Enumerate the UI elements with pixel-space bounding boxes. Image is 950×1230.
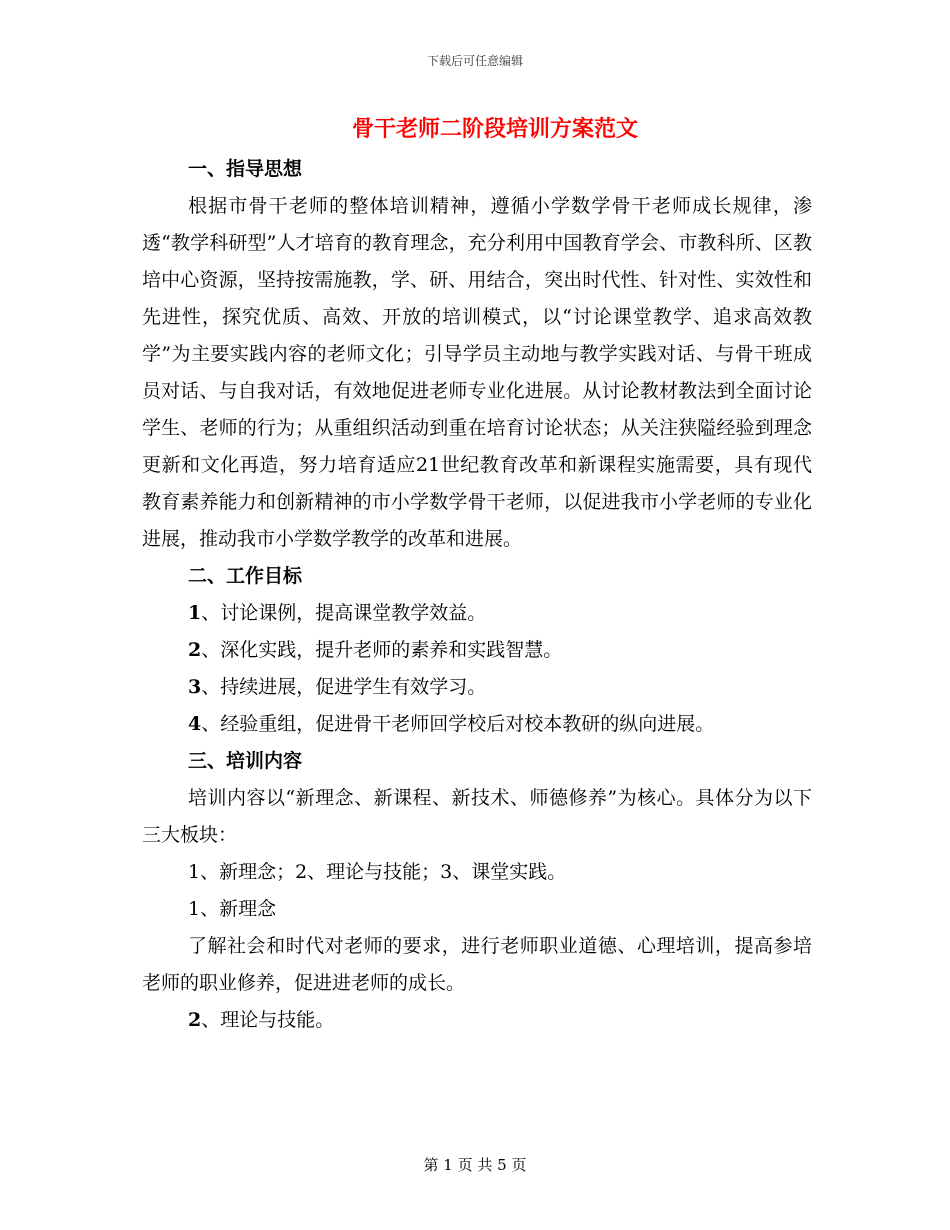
goal-item-1 (142, 595, 812, 632)
section-heading-guiding: 一、指导思想 (188, 158, 303, 180)
goal-item-number: 3 (188, 676, 202, 698)
paragraph-guiding: 根据市骨干老师的整体培训精神，遵循小学数学骨干老师成长规律，渗透“教学科研型”人才培育的教育理念，充分利用中国教育学会、市教科所、区教培中心资源，坚持按需施教，学、研、用结合，突出时代性、针对性、实效性和先进性，探究优质、高效、开放的培训模式，以“讨论课堂教学、追求高效教学”为主要实践内容的老师文化；引导学员主动地与教学实践对话、与骨干班成员对话、与自我对话，有效地促进老师专业化进展。从讨论教材教法到全面讨论学生、老师的行为；从重组织活动到重在培育讨论状态；从关注狭隘经验到理念更新和文化再造，努力培育适应21世纪教育改革和新课程实施需要，具有现代教育素养能力和创新精神的市小学数学骨干老师，以促进我市小学老师的专业化进展，推动我市小学数学教学的改革和进展。 (142, 195, 812, 550)
paragraph-new-concepts: 了解社会和时代对老师的要求，进行老师职业道德、心理培训，提高参培老师的职业修养，促进进老师的成长。 (142, 935, 812, 994)
subsection-number: 2 (188, 1009, 202, 1031)
goal-item-2 (142, 632, 812, 669)
goal-item-text: 、深化实践，提升老师的素养和实践智慧。 (201, 639, 563, 661)
goal-item-number: 2 (188, 639, 202, 661)
section-heading-goals: 二、工作目标 (188, 565, 303, 587)
goal-item-text: 、经验重组，促进骨干老师回学校后对校本教研的纵向进展。 (201, 713, 715, 735)
page-header-note: 下载后可任意编辑 (426, 54, 523, 68)
subsection-title-text: 、理论与技能。 (201, 1009, 335, 1031)
goal-item-number: 4 (188, 713, 202, 735)
goal-item-number: 1 (188, 602, 202, 624)
page-footer-number: 第 1 页 共 5 页 (423, 1156, 527, 1174)
subsection-title-new-concepts: 1、新理念 (188, 898, 277, 920)
document-body (142, 151, 812, 1039)
goal-item-4 (142, 706, 812, 743)
section-heading-content: 三、培训内容 (188, 750, 303, 772)
content-modules-list: 1、新理念；2、理论与技能；3、课堂实践。 (188, 861, 567, 883)
subsection-title-theory-skills (142, 1002, 812, 1039)
document-title: 骨干老师二阶段培训方案范文 (351, 116, 638, 142)
paragraph-content-intro: 培训内容以“新理念、新课程、新技术、师德修养”为核心。具体分为以下三大板块： (142, 787, 812, 846)
goal-item-3 (142, 669, 812, 706)
goal-item-text: 、持续进展，促进学生有效学习。 (201, 676, 487, 698)
goal-item-text: 、讨论课例，提高课堂教学效益。 (201, 602, 487, 624)
